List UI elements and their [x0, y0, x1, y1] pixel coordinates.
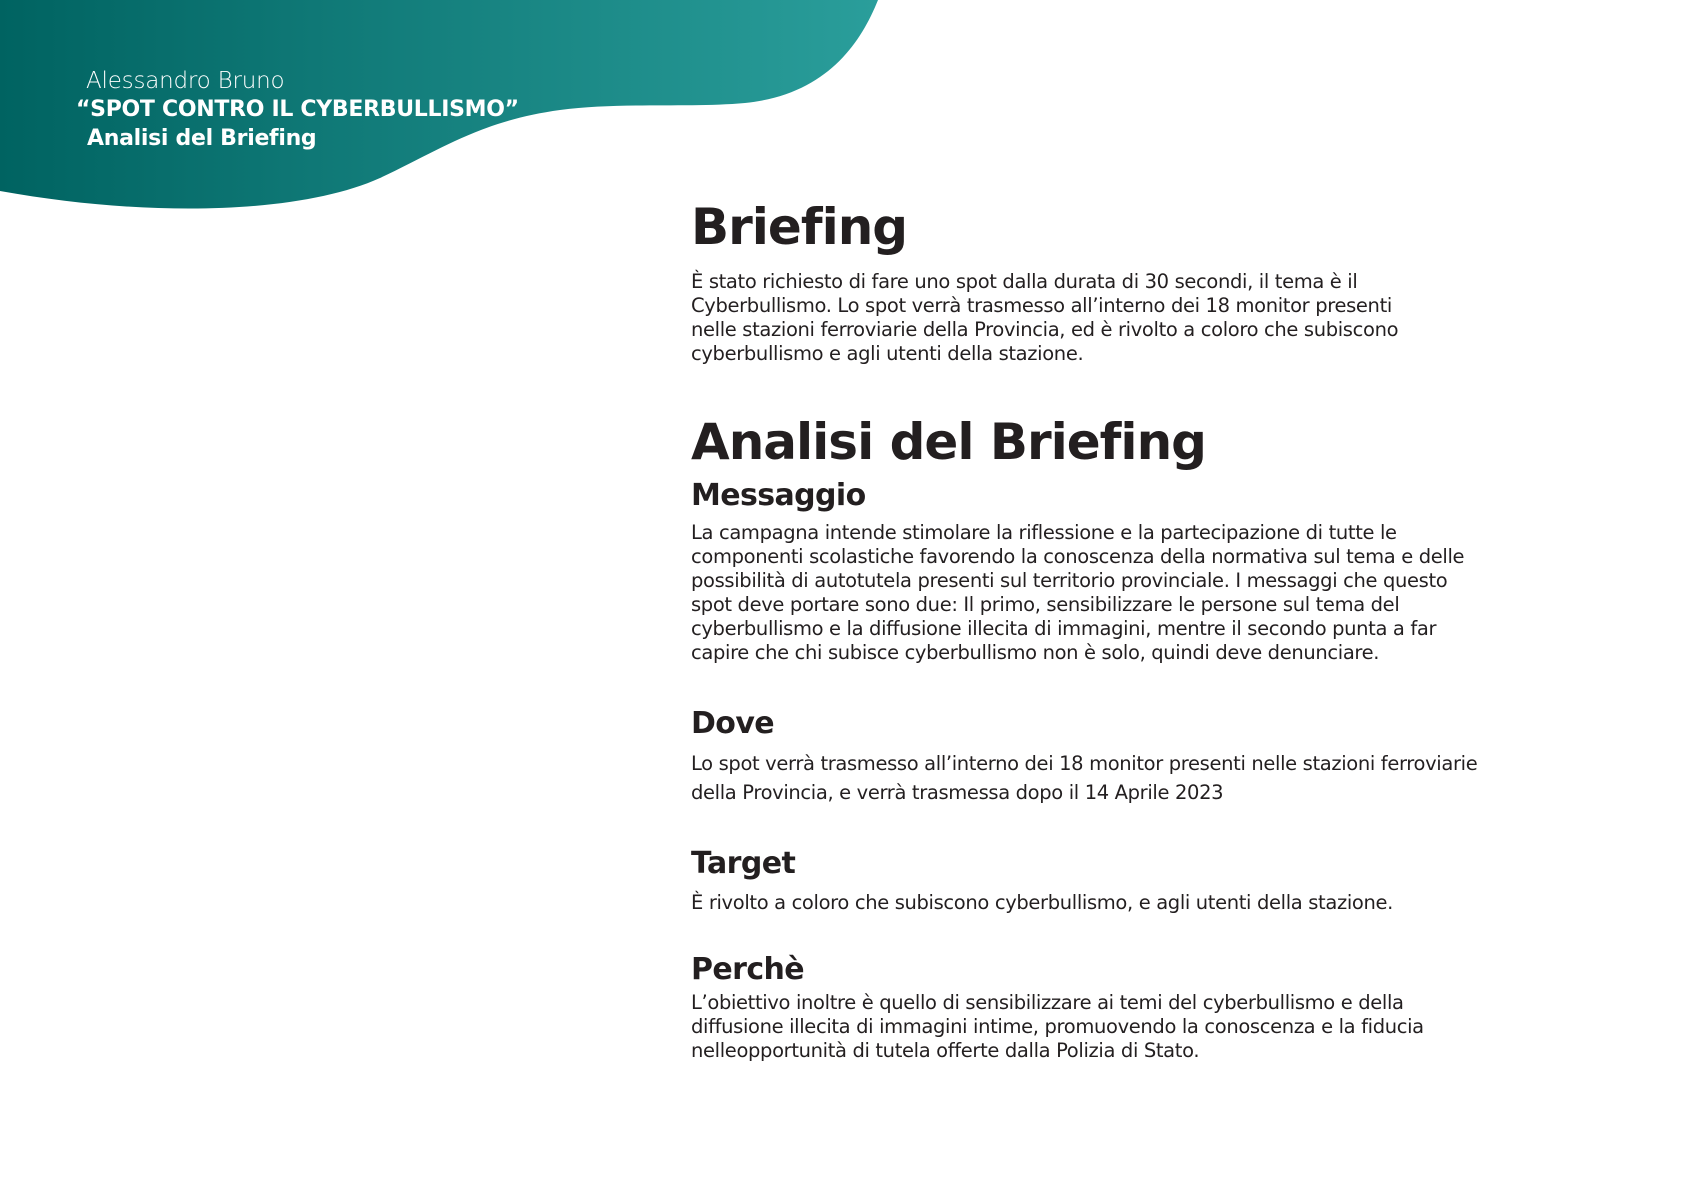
author-name: Alessandro Bruno — [86, 68, 285, 94]
briefing-paragraph: È stato richiesto di fare uno spot dalla durata di 30 secondi, il tema è il Cyberbullismo. Lo spot verrà trasmesso all’interno dei 18 monitor presenti nelle stazioni ferroviarie della Provincia, ed è rivolto a coloro che subiscono cyberbullismo e agli utenti della stazione. — [691, 270, 1399, 365]
perche-heading: Perchè — [691, 952, 805, 987]
perche-paragraph: L’obiettivo inoltre è quello di sensibilizzare ai temi del cyberbullismo e della diffusione illecita di immagini intime, promuovendo la conoscenza e la fiducia nelleopportunità di tutela offerte dalla Polizia di Stato. — [691, 991, 1424, 1062]
briefing-heading: Briefing — [691, 198, 908, 256]
target-paragraph: È rivolto a coloro che subiscono cyberbullismo, e agli utenti della stazione. — [691, 891, 1393, 914]
section-subtitle: Analisi del Briefing — [87, 126, 317, 151]
target-heading: Target — [691, 846, 796, 881]
header-text-block — [76, 66, 519, 154]
dove-paragraph: Lo spot verrà trasmesso all’interno dei 18 monitor presenti nelle stazioni ferroviarie della Provincia, e verrà trasmessa dopo il 14 Aprile 2023 — [691, 752, 1478, 804]
dove-heading: Dove — [691, 706, 775, 741]
project-title: “SPOT CONTRO IL CYBERBULLISMO” — [76, 97, 519, 122]
messaggio-heading: Messaggio — [691, 478, 866, 513]
analisi-heading: Analisi del Briefing — [691, 413, 1206, 471]
messaggio-paragraph: La campagna intende stimolare la riflessione e la partecipazione di tutte le componenti scolastiche favorendo la conoscenza della normativa sul tema e delle possibilità di autotutela presenti sul territorio provinciale. I messaggi che questo spot deve portare sono due: Il primo, sensibilizzare le persone sul tema del cyberbullismo e la diffusione illecita di immagini, mentre il secondo punta a far capire che chi subisce cyberbullismo non è solo, quindi deve denunciare. — [691, 521, 1465, 664]
main-content — [691, 196, 1511, 1063]
